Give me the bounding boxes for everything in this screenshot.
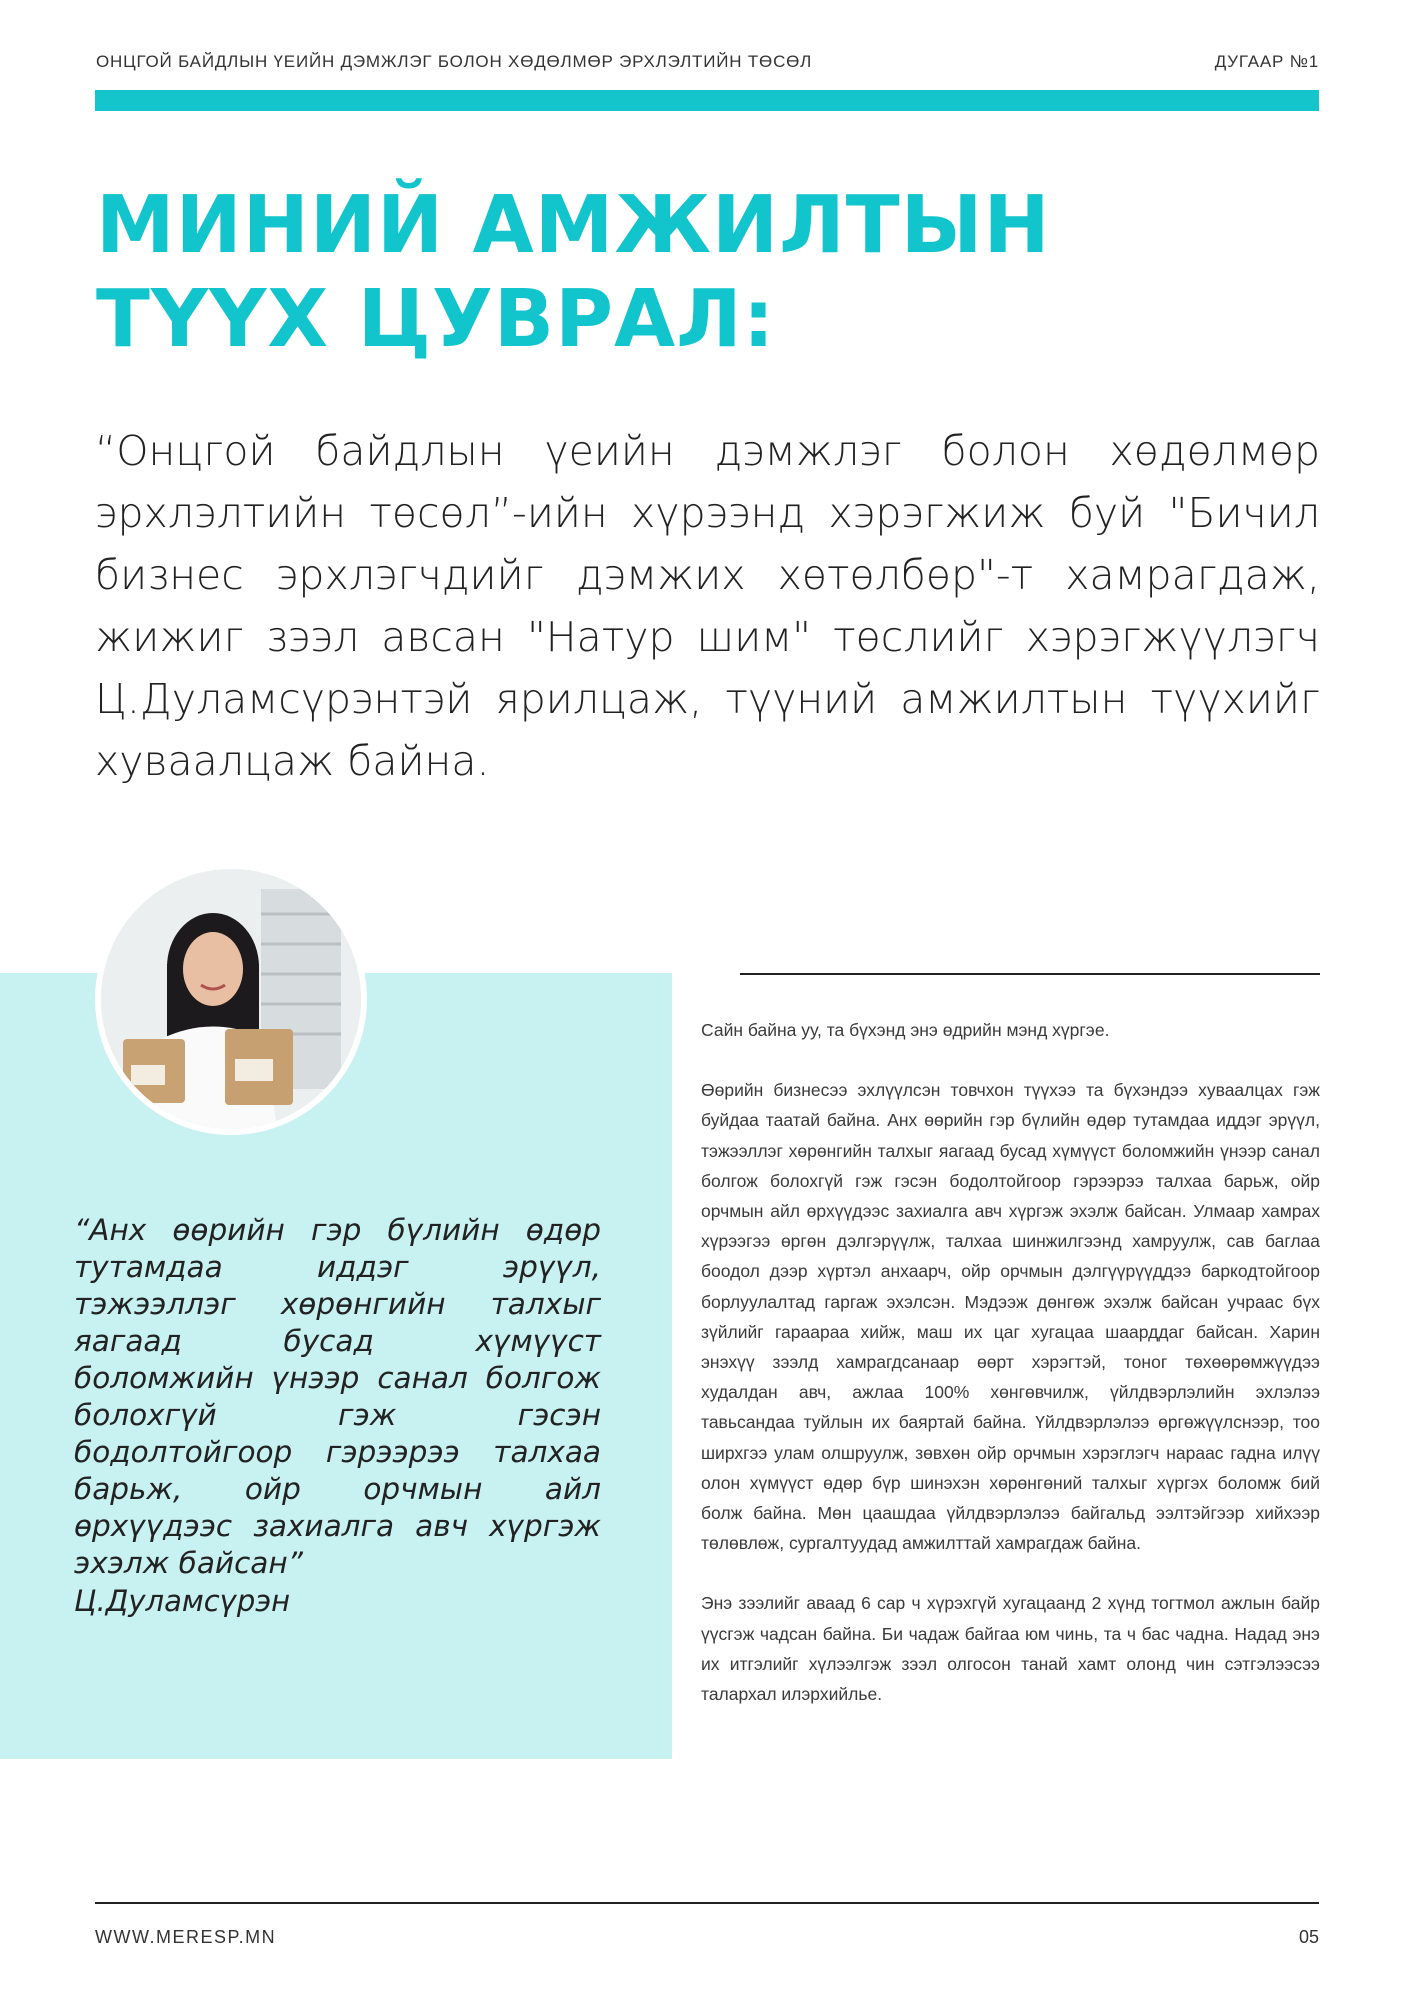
footer-website-link[interactable]: WWW.MERESP.MN [95, 1927, 277, 1947]
article-paragraph: Сайн байна уу, та бүхэнд энэ өдрийн мэнд хүргэе. [701, 1020, 1110, 1040]
portrait-photo [95, 863, 367, 1135]
pull-quote: “Анх өөрийн гэр бүлийн өдөр тутамдаа иддэг эрүүл, тэжээллэг хөрөнгийн талхыг яагаад бусад хүмүүст боломжийн үнээр санал болгож болохгүй гэж гэсэн бодолтойгоор гэрээрээ талхаа барьж, ойр орчмын айл өрхүүдээс захиалга авч хүргэж эхэлж байсан” [74, 1213, 601, 1580]
page-title-line-2: ТҮҮХ ЦУВРАЛ: [96, 273, 776, 365]
header-project-title: ОНЦГОЙ БАЙДЛЫН ҮЕИЙН ДЭМЖЛЭГ БОЛОН ХӨДӨЛМӨР ЭРХЛЭЛТИЙН ТӨСӨЛ [96, 52, 813, 71]
page-title [96, 178, 1096, 366]
footer-divider [95, 1902, 1319, 1904]
article-body [701, 1015, 1320, 1739]
article-paragraph: Өөрийн бизнесээ эхлүүлсэн товчхон түүхээ та бүхэндээ хуваалцах гэж буйдаа таатай байна. Анх өөрийн гэр бүлийн өдөр тутамдаа иддэг эрүүл, тэжээллэг хөрөнгийн талхыг яагаад бусад хүмүүст боломжийн үнээр санал болгож болохгүй гэж гэсэн бодолтойгоор гэрээрээ талхаа барьж, ойр орчмын айл өрхүүдээс захиалга авч хүргэж эхэлж байсан. Улмаар хамрах хүрээгээ өргөн дэлгэрүүлж, талхаа шинжилгээнд хамруулж, сав баглаа боодол дээр хүртэл анхаарч, ойр орчмын дэлгүүрүүддээ баркодтойгоор борлуулалтад гаргаж эхэлсэн. Мэдээж дөнгөж эхэлж байсан учраас бүх зүйлийг гараараа хийж, маш их цаг хугацаа шаарддаг байсан. Харин энэхүү зээлд хамрагдсанаар өөрт хэрэгтэй, тоног төхөөрөмжүүдээ худалдан авч, ажлаа 100% хөнгөвчилж, үйлдвэрлэлийн эхлэлээ тавьсандаа туйлын их баяртай байна. Үйлдвэрлэлээ өргөжүүлснээр, тоо ширхгээ улам олшруулж, зөвхөн ойр орчмын хэрэглэгч нараас гадна илүү олон хүмүүст өдөр бүр шинэхэн хөрөнгөний талхыг хүргэх боломж бий болж байна. Мөн цаашдаа үйлдвэрлэлээ байгальд ээлтэйгээр хийхээр төлөвлөж, сургалтуудад амжилттай хамрагдаж байна. [701, 1080, 1320, 1554]
page-number: 05 [1298, 1927, 1319, 1947]
header-accent-bar [95, 90, 1319, 111]
portrait-illustration [101, 869, 361, 1129]
intro-paragraph: “Онцгой байдлын үеийн дэмжлэг болон хөдөлмөр эрхлэлтийн төсөл”-ийн хүрээнд хэрэгжиж буй "Бичил бизнес эрхлэгчдийг дэмжих хөтөлбөр"-т хамрагдаж, жижиг зээл авсан "Натур шим" төслийг хэрэгжүүлэгч Ц.Дуламсүрэнтэй ярилцаж, түүний амжилтын түүхийг хуваалцаж байна. [95, 427, 1320, 785]
pull-quote-author: Ц.Дуламсүрэн [74, 1584, 291, 1618]
page-title-line-1: МИНИЙ АМЖИЛТЫН [96, 179, 1051, 271]
column-divider [740, 973, 1320, 975]
article-paragraph: Энэ зээлийг аваад 6 сар ч хүрэхгүй хугацаанд 2 хүнд тогтмол ажлын байр үүсгэж чадсан байна. Би чадаж байгаа юм чинь, та ч бас чадна. Надад энэ их итгэлийг хүлээлгэж зээл олгосон танай хамт олонд чин сэтгэлээсээ талархал илэрхийлье. [701, 1593, 1320, 1705]
header-issue-number: ДУГААР №1 [1214, 52, 1319, 71]
